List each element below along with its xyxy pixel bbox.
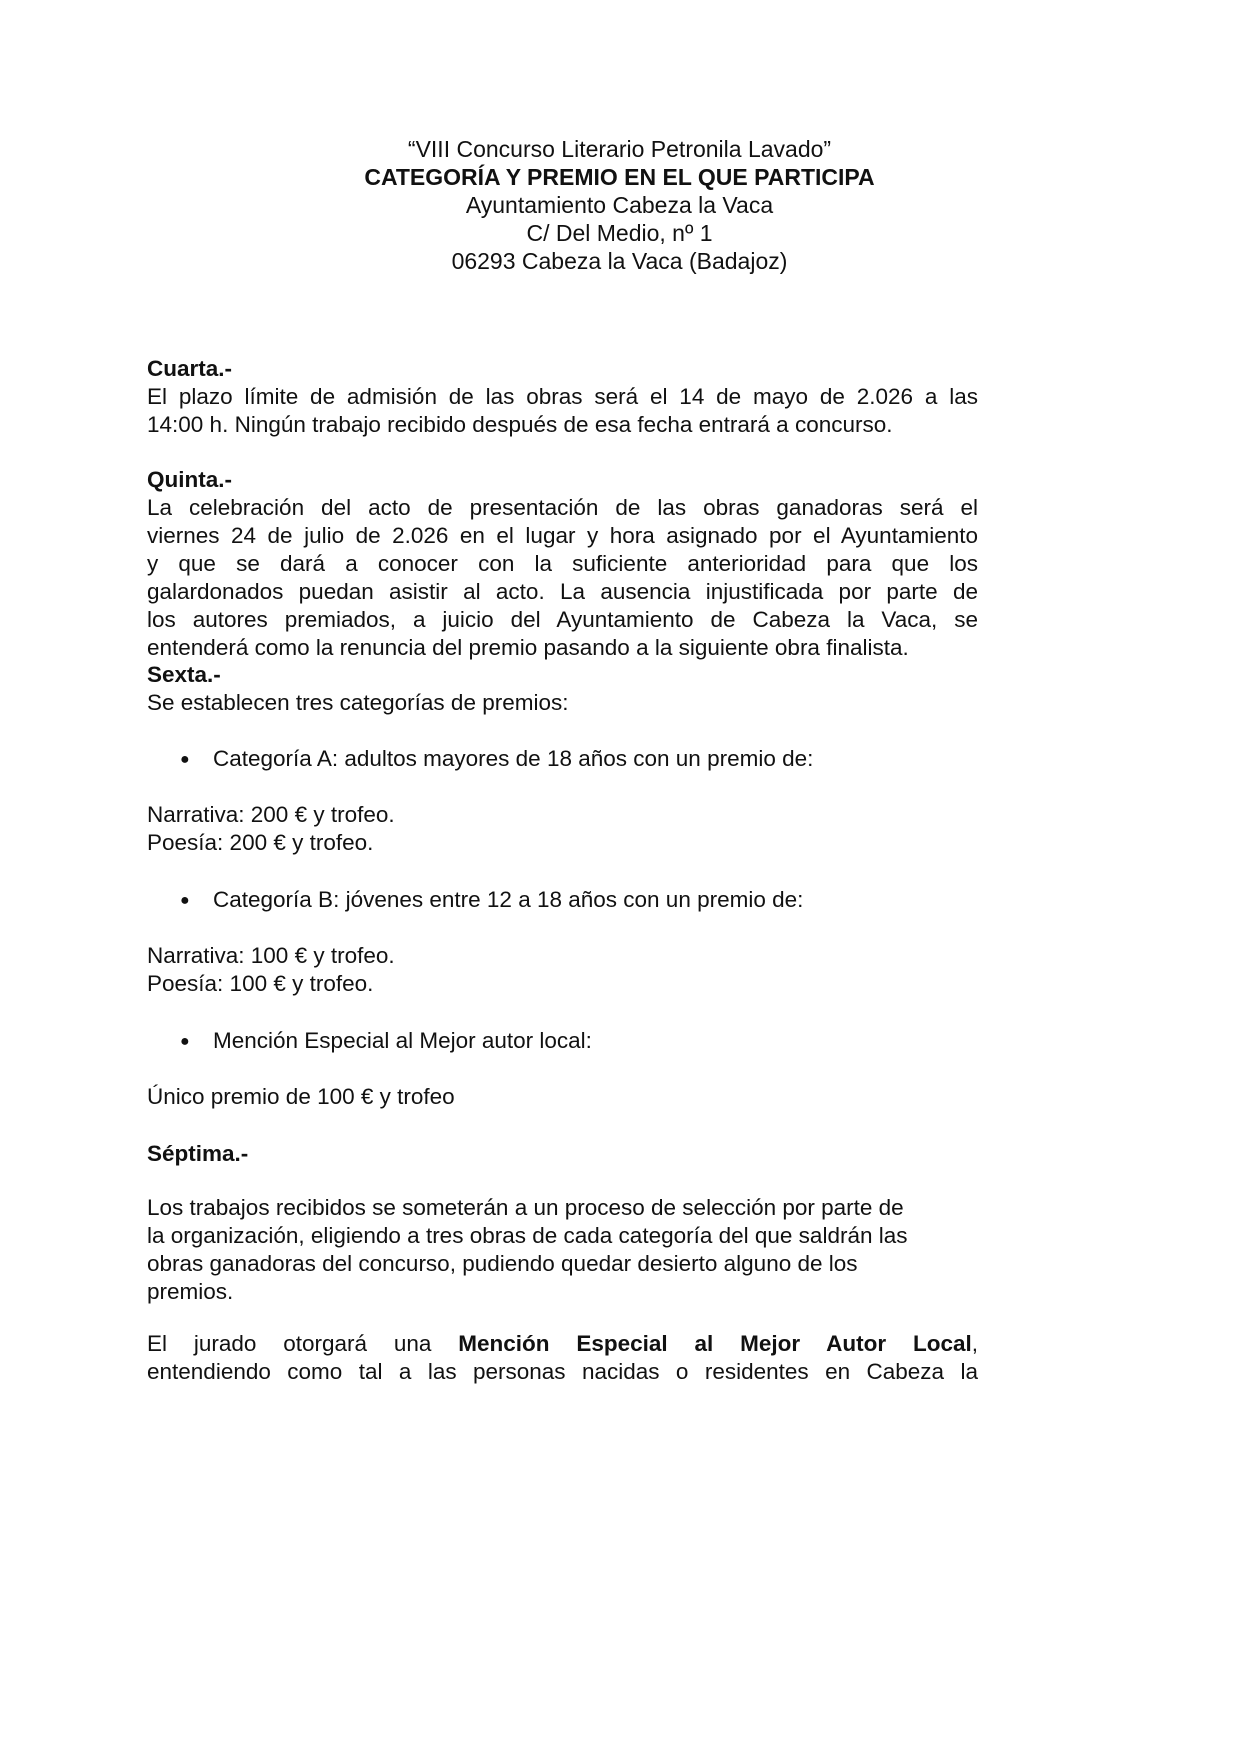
contest-title: “VIII Concurso Literario Petronila Lavado” [407, 136, 832, 162]
special-mention-item [180, 1027, 592, 1056]
document-header [147, 135, 1092, 275]
body-line: la organización, eligiendo a tres obras de cada categoría del que saldrán las [147, 1223, 908, 1248]
text-run: El jurado otorgará una [147, 1331, 459, 1356]
prize-line: Narrativa: 100 € y trofeo. [147, 943, 395, 968]
prize-line: Narrativa: 200 € y trofeo. [147, 802, 395, 827]
special-mention-prize [147, 1083, 978, 1111]
prize-line: Poesía: 100 € y trofeo. [147, 971, 374, 996]
body-line: Los trabajos recibidos se someterán a un proceso de selección por parte de [147, 1195, 904, 1220]
body-line: viernes 24 de julio de 2.026 en el lugar y hora asignado por el Ayuntamiento [147, 523, 978, 548]
text-run: , [971, 1331, 978, 1356]
section-cuarta [147, 355, 978, 439]
address-line-3: 06293 Cabeza la Vaca (Badajoz) [451, 248, 788, 274]
section-heading: Cuarta.- [147, 356, 233, 381]
body-line: y que se dará a conocer con la suficiente anterioridad para que los [147, 551, 978, 576]
body-line: entenderá como la renuncia del premio pasando a la siguiente obra finalista. [147, 635, 909, 660]
body-line: premios. [147, 1279, 234, 1304]
prize-line: Poesía: 200 € y trofeo. [147, 830, 374, 855]
section-heading: Quinta.- [147, 467, 232, 492]
address-line-2: C/ Del Medio, nº 1 [526, 220, 713, 246]
septima-paragraph-2 [147, 1330, 978, 1386]
bullet-icon: ● [180, 1033, 190, 1050]
prize-line: Único premio de 100 € y trofeo [147, 1084, 455, 1109]
septima-paragraph-1 [147, 1194, 978, 1306]
body-line: El plazo límite de admisión de las obras será el 14 de mayo de 2.026 a las [147, 384, 978, 409]
section-sexta [147, 661, 978, 717]
category-label: Categoría A: adultos mayores de 18 años con un premio de: [213, 746, 814, 771]
body-line: Se establecen tres categorías de premios: [147, 690, 569, 715]
category-label: Mención Especial al Mejor autor local: [213, 1028, 592, 1053]
section-heading: Sexta.- [147, 662, 221, 687]
section-septima [147, 1140, 978, 1168]
category-b-prizes [147, 942, 978, 998]
body-line: La celebración del acto de presentación de las obras ganadoras será el [147, 495, 978, 520]
section-heading: Séptima.- [147, 1141, 249, 1166]
body-line [147, 1330, 978, 1358]
body-line: 14:00 h. Ningún trabajo recibido después de esa fecha entrará a concurso. [147, 412, 893, 437]
category-a-prizes [147, 801, 978, 857]
bold-text-run: Mención Especial al Mejor Autor Local [458, 1331, 972, 1356]
bullet-icon: ● [180, 892, 190, 909]
category-a-item [180, 745, 813, 774]
address-line-1: Ayuntamiento Cabeza la Vaca [465, 192, 774, 218]
body-line: entendiendo como tal a las personas nacidas o residentes en Cabeza la [147, 1359, 978, 1384]
section-quinta [147, 466, 978, 662]
bullet-icon: ● [180, 751, 190, 768]
category-b-item [180, 886, 803, 915]
form-subtitle: CATEGORÍA Y PREMIO EN EL QUE PARTICIPA [364, 164, 875, 190]
body-line: obras ganadoras del concurso, pudiendo quedar desierto alguno de los [147, 1251, 858, 1276]
body-line: los autores premiados, a juicio del Ayuntamiento de Cabeza la Vaca, se [147, 607, 978, 632]
body-line: galardonados puedan asistir al acto. La ausencia injustificada por parte de [147, 579, 978, 604]
category-label: Categoría B: jóvenes entre 12 a 18 años con un premio de: [213, 887, 804, 912]
